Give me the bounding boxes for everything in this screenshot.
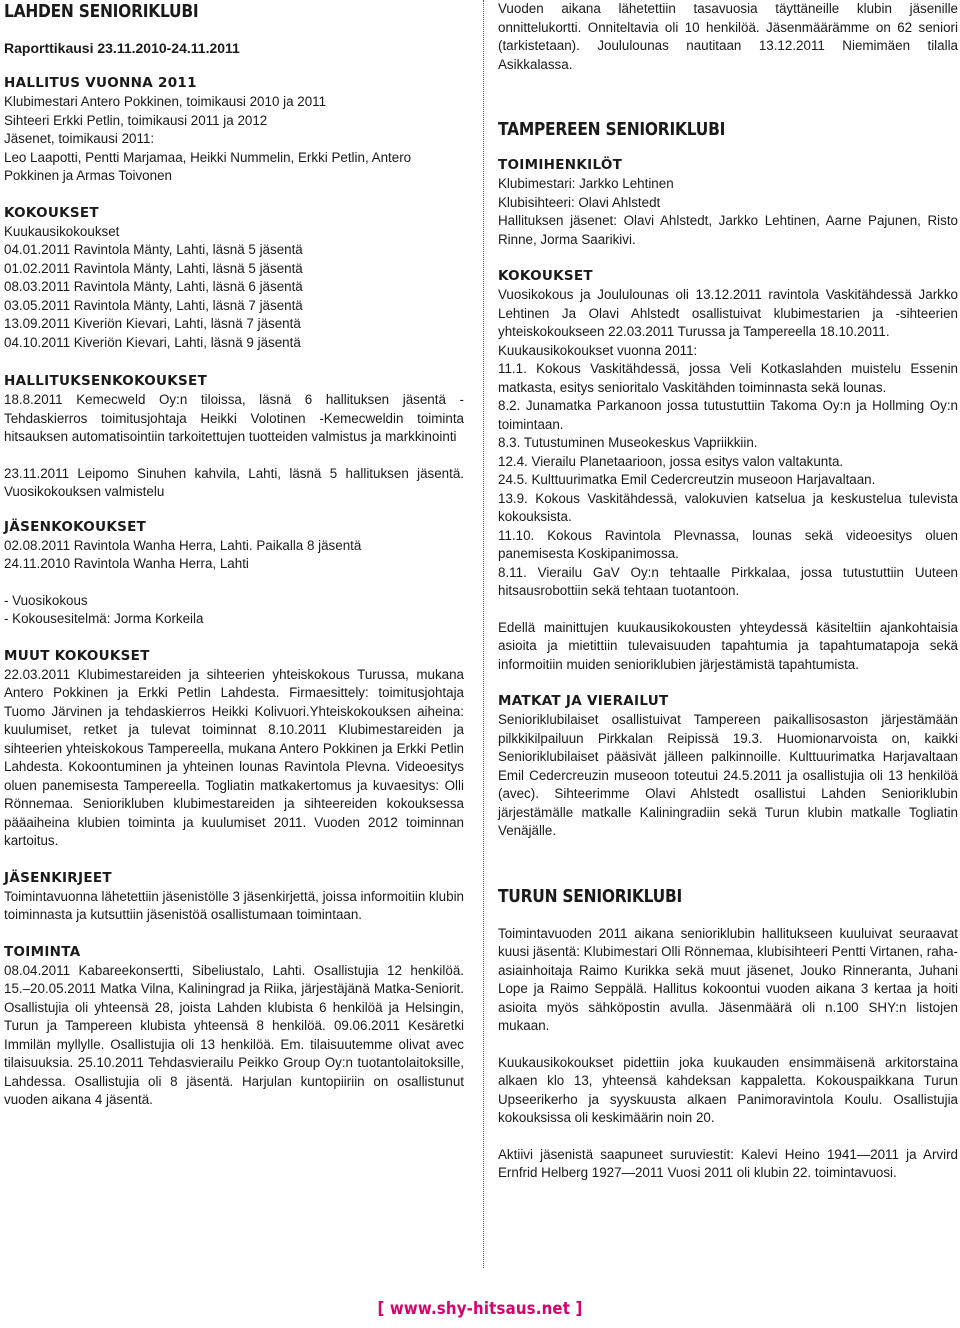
tampere-meeting-item: 8.3. Tutustuminen Museokeskus Vapriikkiin. — [498, 435, 758, 450]
tampere-meetings-subheading: Kuukausikokoukset vuonna 2011: — [498, 342, 698, 358]
board-meetings-text: 18.8.2011 Kemecweld Oy:n tiloissa, läsnä 6 hallituksen jäsentä -Tehdaskierros toimitusjohtaja Heikki Volotinen -Kemecweldin toiminta hitsauksen automatisointiin tarkoitettujen tuotteiden valmistus ja markkinointi — [4, 392, 464, 444]
tampere-meeting-item: 24.5. Kulttuurimatka Emil Cedercreutzin museoon Harjavaltaan. — [498, 472, 876, 487]
officials-heading: TOIMIHENKILÖT — [498, 157, 623, 173]
activity-heading: TOIMINTA — [4, 943, 81, 960]
tampere-meeting-item: 12.4. Vierailu Planetaarioon, jossa esitys valon valtakunta. — [498, 453, 844, 469]
board-line: Jäsenet, toimikausi 2011: — [4, 131, 155, 146]
member-meeting-item: - Vuosikokous — [4, 592, 88, 608]
trips-heading: MATKAT JA VIERAILUT — [498, 693, 669, 709]
footer-website-link[interactable]: [ www.shy-hitsaus.net ] — [377, 1299, 583, 1319]
tampere-meetings-summary: Edellä mainittujen kuukausikokousten yhteydessä käsiteltiin ajankohtaisia asioita ja mietittiin tulevaisuuden tapahtumia ja tapahtumatapoja sekä informoitiin muiden senioriklubien järjestämistä tapahtumista. — [498, 619, 958, 672]
meeting-line: 13.09.2011 Kiveriön Kievari, Lahti, läsnä 7 jäsentä — [4, 316, 301, 331]
other-meetings-text: 22.03.2011 Klubimestareiden ja sihteerien yhteiskokous Turussa, mukana Antero Pokkinen ja Erkki Petlin Lahdesta. Firmaesittely: toimitusjohtaja Tuomo Järvinen ja tehdaskierros Heikki Kolivuori.Yhteiskokouksen aiheina: kuulumiset, retket ja tulevat toiminnat 8.10.2011 Klubimestareiden ja sihteerien yhteiskokous Tampereella, mukana Antero Pokkinen ja Erkki Petlin Lahdesta. Kokoontuminen ja yhteinen lounas Ravintola Plevna. Videoesitys oluen panemisesta Tampereella. Togliatin matkakertomus ja kuvaesitys: Olli Rönnemaa. Seniorikluben klubimestareiden ja sihteereiden kokouksessa pääaiheina klubien toiminta ja kuulumiset 2011. Vuoden 2012 toiminnan kartoitus. — [4, 666, 464, 848]
tampere-meeting-item: 13.9. Kokous Vaskitähdessä, valokuvien katselua ja keskustelua tulevista kokouksista. — [498, 490, 958, 524]
report-period: Raporttikausi 23.11.2010-24.11.2011 — [4, 40, 240, 56]
left-column — [4, 0, 464, 1110]
column-divider — [483, 0, 484, 1268]
tampere-meeting-item: 8.2. Junamatka Parkanoon jossa tutustuttiin Takoma Oy:n ja Hollming Oy:n toimintaan. — [498, 398, 958, 432]
board-line: Klubimestari Antero Pokkinen, toimikausi 2010 ja 2011 — [4, 94, 327, 109]
board-meetings-heading: HALLITUKSENKOKOUKSET — [4, 373, 208, 389]
turku-club-title: TURUN SENIORIKLUBI — [498, 885, 683, 907]
turku-text: Kuukausikokoukset pidettiin joka kuukauden ensimmäisenä arkitorstaina alkaen klo 13, yhteensä kahdeksan kappaletta. Kokouspaikkana Turun Upseerikerho ja syyskuusta alkaen Panimoravintola Koulu. Osallistujia kokouksissa oli keskimäärin noin 20. — [498, 1054, 958, 1125]
board-meetings-text: 23.11.2011 Leipomo Sinuhen kahvila, Lahti, läsnä 5 hallituksen jäsentä. Vuosikokouksen valmistelu — [4, 465, 464, 499]
turku-text: Aktiivi jäsenistä saapuneet suruviestit: Kalevi Heino 1941—2011 ja Arvird Ernfrid Helberg 1927—2011 Vuosi 2011 oli klubin 22. toimintavuosi. — [498, 1146, 958, 1180]
member-meeting-line: 02.08.2011 Ravintola Wanha Herra, Lahti. Paikalla 8 jäsentä — [4, 537, 362, 553]
lahti-intro-text: Vuoden aikana lähetettiin tasavuosia täyttäneille klubin jäsenille onnittelukortti. Onniteltavia oli 10 henkilöä. Jäsenmäärämme on 62 seniori (tarkistetaan). Joululounas nautitaan 13.12.2011 Niemimäen tilalla Asikkalassa. — [498, 1, 958, 72]
official-line: Klubisihteeri: Olavi Ahlstedt — [498, 194, 661, 210]
meeting-line: Kuukausikokoukset — [4, 223, 120, 239]
tampere-meeting-item: 8.11. Vierailu GaV Oy:n tehtaalle Pirkkalaa, jossa tutustuttiin Uuteen hitsausrobottiin sekä tehtaan tuotantoon. — [498, 564, 958, 598]
tampere-meeting-item: 11.10. Kokous Ravintola Plevnassa, lounas sekä videoesitys oluen panemisesta Koskipanimossa. — [498, 527, 958, 561]
meeting-line: 04.10.2011 Kiveriön Kievari, Lahti, läsnä 9 jäsentä — [4, 334, 301, 350]
member-meetings-heading: JÄSENKOKOUKSET — [4, 518, 147, 535]
tampere-meeting-item: 11.1. Kokous Vaskitähdessä, jossa Veli Kotkaslahden muistelu Essenin matkasta, esitys senioritalo Vaskitähden toiminnasta sekä lounas. — [498, 361, 958, 395]
official-line: Klubimestari: Jarkko Lehtinen — [498, 176, 674, 191]
tampere-meetings-heading: KOKOUKSET — [498, 268, 593, 284]
member-meeting-line: 24.11.2010 Ravintola Wanha Herra, Lahti — [4, 556, 249, 571]
board-line: Leo Laapotti, Pentti Marjamaa, Heikki Nummelin, Erkki Petlin, Antero Pokkinen ja Armas Toivonen — [4, 149, 412, 183]
other-meetings-heading: MUUT KOKOUKSET — [4, 647, 150, 664]
lahti-club-title: LAHDEN SENIORIKLUBI — [4, 1, 199, 22]
letters-text: Toimintavuonna lähetettiin jäsenistölle 3 jäsenkirjettä, joissa informoitiin klubin toiminnasta ja kutsuttiin jäsenistöä osallistumaan toimintaan. — [4, 888, 464, 922]
meeting-line: 01.02.2011 Ravintola Mänty, Lahti, läsnä 5 jäsentä — [4, 260, 303, 276]
meeting-line: 03.05.2011 Ravintola Mänty, Lahti, läsnä 7 jäsentä — [4, 297, 303, 313]
official-line: Hallituksen jäsenet: Olavi Ahlstedt, Jarkko Lehtinen, Aarne Pajunen, Risto Rinne, Jorma Saarikivi. — [498, 213, 958, 247]
turku-text: Toimintavuoden 2011 aikana senioriklubin hallitukseen kuuluivat seuraavat kuusi jäsentä: Klubimestari Olli Rönnemaa, klubisihteeri Pentti Virtanen, raha-asiainhoitaja Raimo Kurikka sekä muut jäsenet, Jouko Rinneranta, Juhani Lope ja Raimo Seppälä. Hallitus kokoontui vuoden aikana 3 kertaa ja hoiti asioita myös sähköpostin avulla. Jäsenmäärä oli n.100 SHY:n listojen mukaan. — [498, 925, 958, 1033]
board-line: Sihteeri Erkki Petlin, toimikausi 2011 ja 2012 — [4, 112, 268, 128]
meeting-line: 04.01.2011 Ravintola Mänty, Lahti, läsnä 5 jäsentä — [4, 242, 303, 257]
member-meeting-item: - Kokousesitelmä: Jorma Korkeila — [4, 611, 204, 626]
meetings-heading: KOKOUKSET — [4, 204, 99, 221]
board-heading: HALLITUS VUONNA 2011 — [4, 75, 197, 91]
tampere-meetings-text: Vuosikokous ja Joululounas oli 13.12.2011 ravintola Vaskitähdessä Jarkko Lehtinen Ja Olavi Ahlstedt osallistuivat klubimestarien ja -sihteerien yhteiskokoukseen 22.03.2011 Turussa ja Tampereella 18.10.2011. — [498, 287, 958, 339]
right-column — [498, 0, 958, 1183]
tampere-club-title: TAMPEREEN SENIORIKLUBI — [498, 119, 726, 140]
trips-text: Senioriklubilaiset osallistuivat Tampereen paikallisosaston järjestämään pilkkikilpailuun Pirkkalan Reipissä 19.3. Huomionarvoista on, kaikki Senioriklubilaiset pääsivät jälleen palkinnoille. Kulttuurimatka Harjavaltaan Emil Cedercreuzin museoon toteutui 24.5.2011 ja osallistujia oli 13 henkilöä (avec). Sihteerimme Olavi Ahlstedt osallistui Lahden Senioriklubin järjestämälle matkalle Kaliningradiin sekä Turun klubin matkalle Togliatin Venäjälle. — [498, 712, 958, 838]
activity-text: 08.04.2011 Kabareekonsertti, Sibeliustalo, Lahti. Osallistujia 12 henkilöä. 15.–20.05.2011 Matka Vilna, Kaliningrad ja Riika, järjestäjänä Matka-Seniorit. Osallistujia oli yhteensä 28, joista Lahden klubista 6 henkilöä ja Helsingin, Turun ja Tampereen klubista yhteensä 8 henkilöä. 09.06.2011 Kesäretki Immilän myllylle. Osallistujia oli 13 henkilöä. Em. tilaisuutemme olivat avec tilaisuuksia. 25.10.2011 Tehdasvierailu Peikko Group Oy:n tuotantolaitoksille, Lahdessa. Osallistujia oli 8 jäsentä. Harjulan kuntopiiriin on osallistunut vuoden aikana 4 jäsentä. — [4, 962, 464, 1107]
letters-heading: JÄSENKIRJEET — [4, 869, 112, 886]
meeting-line: 08.03.2011 Ravintola Mänty, Lahti, läsnä 6 jäsentä — [4, 279, 303, 294]
